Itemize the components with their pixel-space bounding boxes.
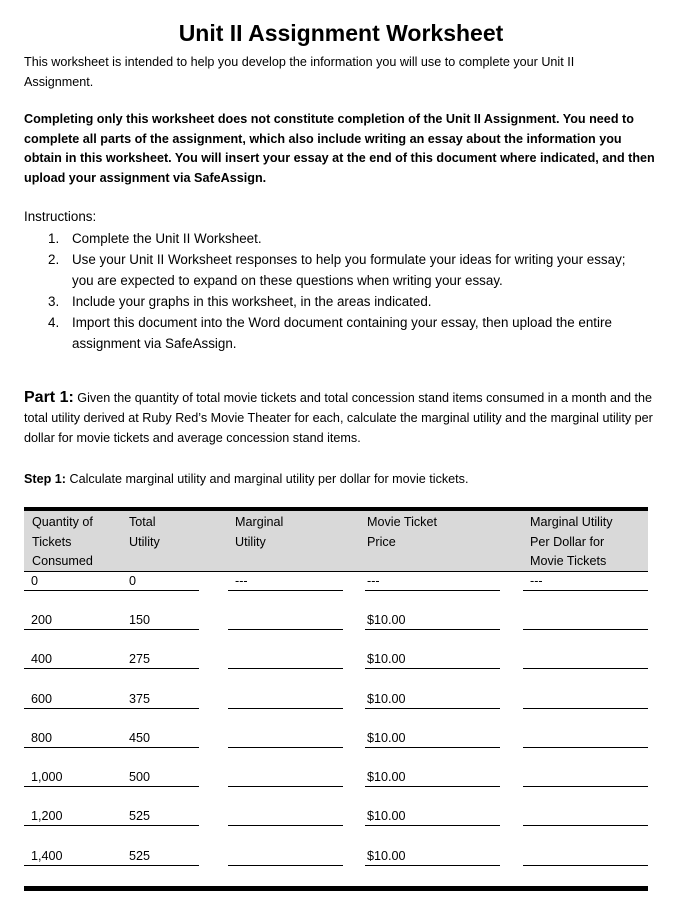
header-ticket-price: Movie Ticket Price xyxy=(367,515,437,549)
cell-total: 500 xyxy=(129,770,151,784)
cell-underline xyxy=(365,865,500,866)
cell-total: 450 xyxy=(129,731,151,745)
cell-underline xyxy=(24,668,199,669)
cell-underline xyxy=(365,629,500,630)
step1-paragraph xyxy=(24,469,468,489)
cell-price: $10.00 xyxy=(367,809,406,823)
page-title: Unit II Assignment Worksheet xyxy=(178,20,504,46)
part1-label: Part 1: xyxy=(24,389,74,406)
cell-total: 525 xyxy=(129,809,151,823)
cell-underline xyxy=(24,865,199,866)
cell-total: 275 xyxy=(129,652,151,666)
intro-paragraph: This worksheet is intended to help you develop the information you will use to complete your Unit II Assignment. xyxy=(24,55,575,89)
cell-underline xyxy=(24,590,199,591)
instruction-item xyxy=(48,291,648,312)
cell-underline xyxy=(365,786,500,787)
table-bottom-rule xyxy=(24,886,648,891)
header-mu-per-dollar: Marginal Utility Per Dollar for Movie Tickets xyxy=(530,515,613,568)
cell-underline xyxy=(523,590,648,591)
cell-underline xyxy=(523,865,648,866)
step1-text: Calculate marginal utility and marginal utility per dollar for movie tickets. xyxy=(69,472,469,486)
cell-total: 525 xyxy=(129,849,151,863)
cell-underline xyxy=(24,708,199,709)
cell-underline xyxy=(365,747,500,748)
cell-underline xyxy=(523,825,648,826)
instructions-list xyxy=(48,228,648,354)
cell-underline xyxy=(24,629,199,630)
cell-underline xyxy=(523,668,648,669)
instruction-text: Complete the Unit II Worksheet. xyxy=(72,231,262,246)
instruction-number: 3. xyxy=(48,294,60,309)
part1-paragraph xyxy=(24,388,654,448)
table-header xyxy=(24,511,648,572)
cell-underline xyxy=(228,708,343,709)
instruction-number: 2. xyxy=(48,252,60,267)
cell-underline xyxy=(365,825,500,826)
cell-qty: 1,400 xyxy=(31,849,63,863)
header-total-utility: Total Utility xyxy=(129,515,160,549)
cell-underline xyxy=(228,865,343,866)
cell-price: $10.00 xyxy=(367,770,406,784)
instruction-text: Include your graphs in this worksheet, in the areas indicated. xyxy=(72,294,432,309)
cell-qty: 0 xyxy=(31,574,39,588)
cell-underline xyxy=(228,668,343,669)
cell-price: $10.00 xyxy=(367,652,406,666)
cell-qty: 1,000 xyxy=(31,770,63,784)
cell-price: $10.00 xyxy=(367,849,406,863)
header-marginal-utility: Marginal Utility xyxy=(235,515,284,549)
part1-text: Given the quantity of total movie tickets and total concession stand items consumed in a month and the total utility derived at Ruby Red’s Movie Theater for each, calculate the marginal utility and the marginal utility per dollar for movie tickets and average concession stand items. xyxy=(24,391,653,445)
instruction-number: 4. xyxy=(48,315,60,330)
instructions-heading: Instructions: xyxy=(24,209,97,224)
cell-underline xyxy=(365,708,500,709)
cell-underline xyxy=(365,668,500,669)
cell-qty: 600 xyxy=(31,692,53,706)
cell-underline xyxy=(523,747,648,748)
cell-qty: 800 xyxy=(31,731,53,745)
header-quantity: Quantity of Tickets Consumed xyxy=(32,515,93,568)
cell-total: 375 xyxy=(129,692,151,706)
cell-underline xyxy=(24,786,199,787)
cell-underline xyxy=(24,825,199,826)
instruction-text: Use your Unit II Worksheet responses to help you formulate your ideas for writing your essay; you are expected to expand on these questions when writing your essay. xyxy=(72,252,626,288)
cell-price: $10.00 xyxy=(367,731,406,745)
completion-note: Completing only this worksheet does not constitute completion of the Unit II Assignment. You need to complete all parts of the assignment, which also include writing an essay about the information you obtain in this worksheet. You will insert your essay at the end of this document where indicated, and then upload your assignment via SafeAssign. xyxy=(24,112,655,185)
cell-mupd[interactable]: --- xyxy=(530,574,543,588)
cell-qty: 1,200 xyxy=(31,809,63,823)
cell-underline xyxy=(523,786,648,787)
instruction-item xyxy=(48,312,648,354)
instruction-text: Import this document into the Word document containing your essay, then upload the entire assignment via SafeAssign. xyxy=(72,315,612,351)
instruction-item xyxy=(48,249,648,291)
cell-price: $10.00 xyxy=(367,692,406,706)
cell-qty: 400 xyxy=(31,652,53,666)
cell-underline xyxy=(228,825,343,826)
cell-qty: 200 xyxy=(31,613,53,627)
cell-total: 0 xyxy=(129,574,137,588)
cell-price: --- xyxy=(367,574,380,588)
step1-label: Step 1: xyxy=(24,472,66,486)
cell-underline xyxy=(228,590,343,591)
cell-underline xyxy=(228,786,343,787)
instruction-item xyxy=(48,228,648,249)
cell-underline xyxy=(228,629,343,630)
cell-underline xyxy=(365,590,500,591)
cell-underline xyxy=(523,708,648,709)
cell-marginal[interactable]: --- xyxy=(235,574,248,588)
cell-price: $10.00 xyxy=(367,613,406,627)
cell-underline xyxy=(24,747,199,748)
cell-underline xyxy=(523,629,648,630)
cell-total: 150 xyxy=(129,613,151,627)
instruction-number: 1. xyxy=(48,231,60,246)
cell-underline xyxy=(228,747,343,748)
